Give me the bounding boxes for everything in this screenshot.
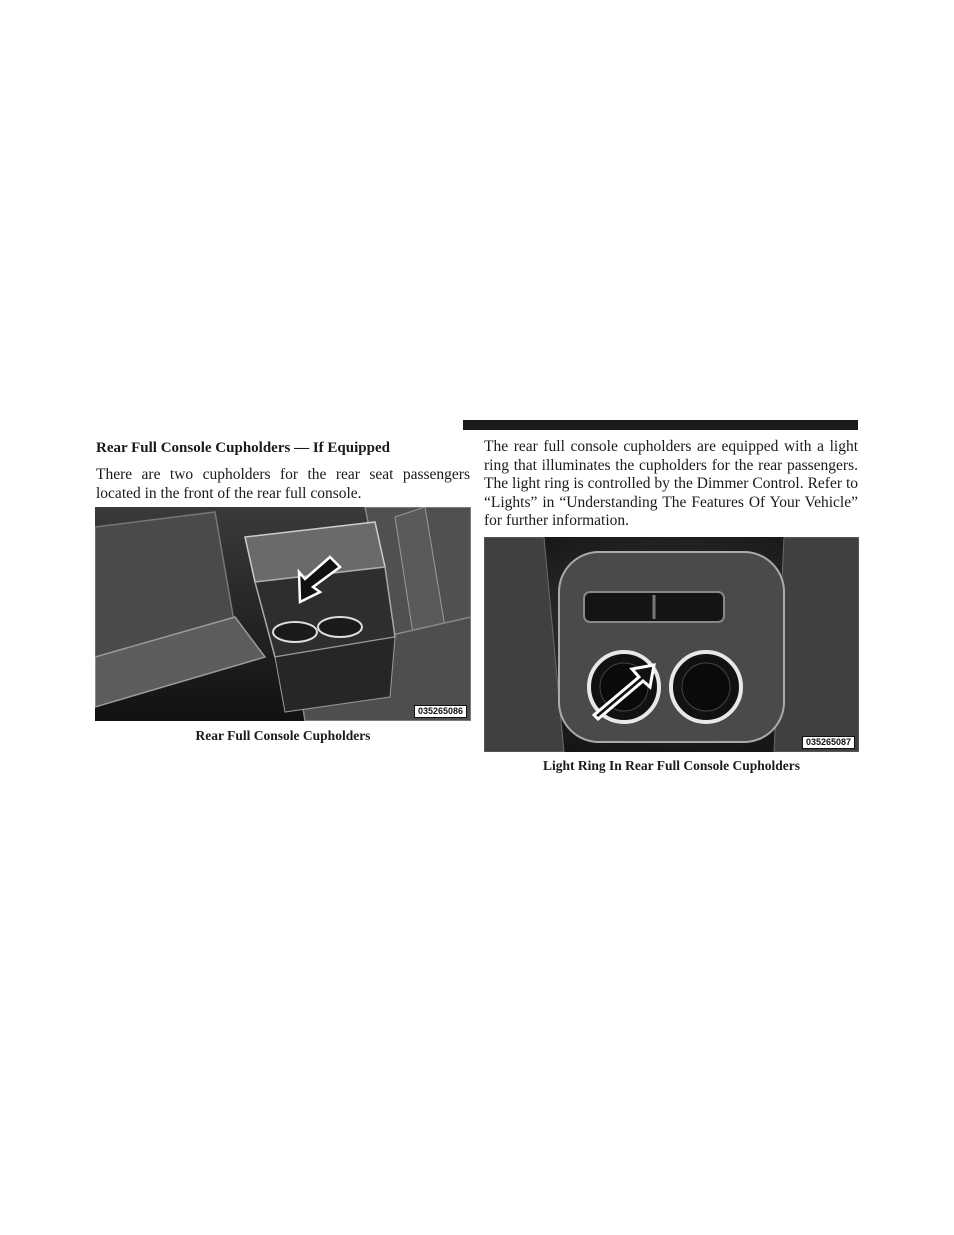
figure-caption: Light Ring In Rear Full Console Cupholders — [542, 758, 801, 773]
figure-caption: Rear Full Console Cupholders — [195, 728, 371, 743]
console-cupholder-illustration — [484, 537, 859, 752]
intro-paragraph: There are two cupholders for the rear seat passengers located in the front of the rear full console. — [96, 466, 470, 502]
light-ring-paragraph: The rear full console cupholders are equipped with a light ring that illuminates the cupholders for the rear passengers. The light ring is controlled by the Dimmer Control. Refer to “Lights” in “Understanding The Features Of Your Vehicle” for further information. — [484, 438, 858, 530]
figure-code: 035265086 — [414, 705, 467, 718]
figure-rear-console-cupholders — [95, 507, 471, 721]
figure-code: 035265087 — [802, 736, 855, 749]
section-heading: Rear Full Console Cupholders — If Equipped — [96, 440, 390, 456]
figure-light-ring-cupholders — [484, 537, 859, 752]
section-rule — [463, 420, 858, 430]
left-column — [96, 438, 470, 503]
rear-seat-illustration — [95, 507, 471, 721]
right-column — [484, 438, 858, 531]
